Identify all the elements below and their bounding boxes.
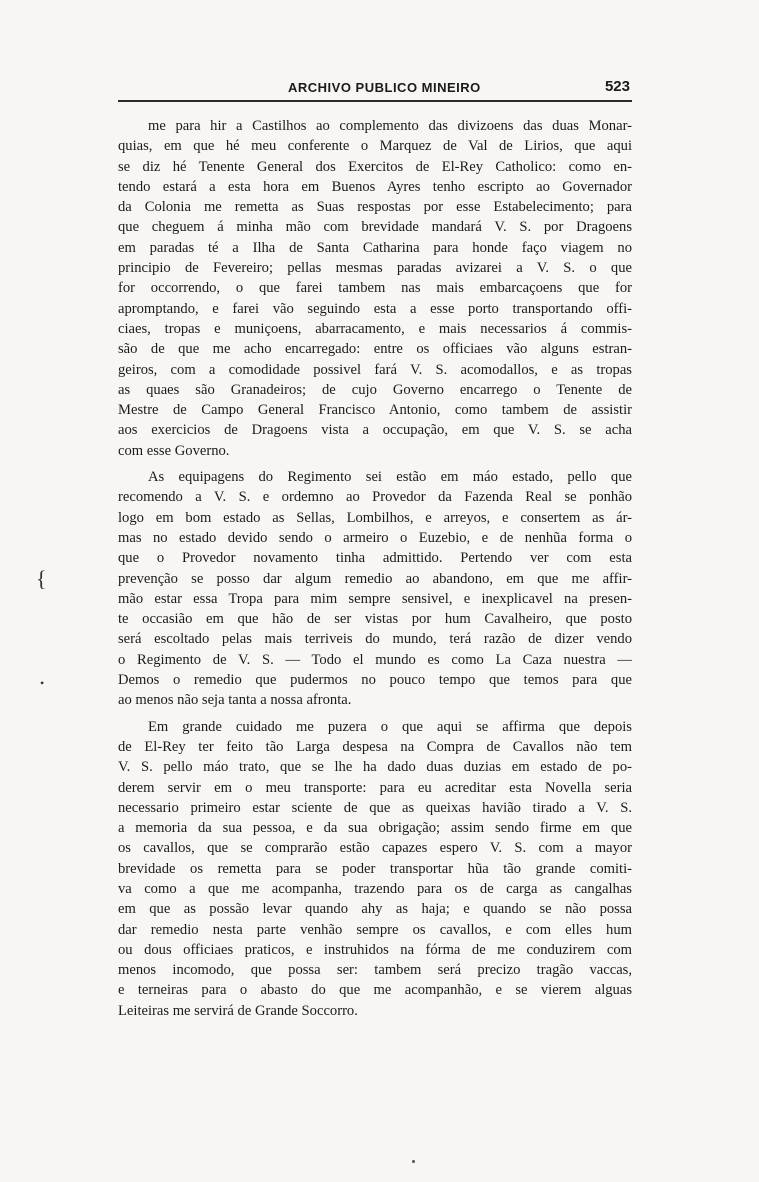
text-line: me para hir a Castilhos ao complemento das divizoens das duas Monar- bbox=[148, 118, 632, 134]
text-line: tendo estará a esta hora em Buenos Ayres tenho escripto ao Governador bbox=[118, 178, 632, 195]
page-speck bbox=[412, 1160, 415, 1163]
margin-mark: • bbox=[40, 676, 45, 690]
text-line: os cavallos, que se comprarão estão capazes espero V. S. com a mayor bbox=[118, 840, 632, 857]
body-text bbox=[118, 116, 632, 1021]
text-line: de El-Rey ter feito tão Larga despesa na Compra de Cavallos não tem bbox=[118, 738, 632, 755]
text-line: as quaes são Granadeiros; de cujo Governo encarrego o Tenente de bbox=[118, 381, 632, 398]
text-line: geiros, com a comodidade possivel fará V. S. acomodallos, e as tropas bbox=[118, 361, 632, 378]
paragraph bbox=[118, 116, 632, 461]
paragraph bbox=[118, 467, 632, 711]
text-line: da Colonia me remetta as Suas respostas por esse Estabelecimento; para bbox=[118, 199, 632, 216]
text-line: logo em bom estado as Sellas, Lombilhos, e arreyos, e consertem as ár- bbox=[118, 509, 632, 526]
text-line: são de que me acho encarregado: entre os officiaes vão alguns estran- bbox=[118, 341, 632, 358]
text-line: que cheguem á minha mão com brevidade mandará V. S. por Dragoens bbox=[118, 219, 632, 236]
text-line: ao menos não seja tanta a nossa afronta. bbox=[118, 692, 352, 709]
text-line: Demos o remedio que pudermos no pouco tempo que temos para que bbox=[118, 672, 632, 689]
text-line: dar remedio nesta parte venhão sempre os cavallos, e com elles hum bbox=[118, 921, 632, 938]
text-line: será escoltado pelas mais terriveis do mundo, terá razão de dizer vendo bbox=[118, 631, 632, 648]
text-line: principio de Fevereiro; pellas mesmas paradas avizarei a V. S. o que bbox=[118, 260, 632, 277]
text-line: com esse Governo. bbox=[118, 442, 230, 459]
header-rule bbox=[118, 100, 632, 102]
text-line: te occasião em que hão de ser vistas por hum Cavalheiro, que posto bbox=[118, 611, 632, 628]
text-line: ou dous officiaes praticos, e instruhidos na fórma de me conduzirem com bbox=[118, 941, 632, 958]
text-line: Em grande cuidado me puzera o que aqui se affirma que depois bbox=[148, 718, 632, 735]
paragraph bbox=[118, 717, 632, 1021]
text-line: brevidade os remetta para se poder transportar hũa tão grande comiti- bbox=[118, 860, 632, 877]
page-number: 523 bbox=[604, 78, 630, 95]
header-title: ARCHIVO PUBLICO MINEIRO bbox=[288, 80, 481, 95]
text-line: Mestre de Campo General Francisco Antonio, como tambem de assistir bbox=[118, 402, 632, 419]
text-line: apromptando, e farei vão seguindo esta a esse porto transportando offi- bbox=[118, 300, 632, 317]
text-line: derem servir em o meu transporte: para eu acreditar esta Novella seria bbox=[118, 779, 632, 796]
text-line: recomendo a V. S. e ordemno ao Provedor da Fazenda Real se ponhão bbox=[118, 489, 632, 506]
text-line: menos incomodo, que possa ser: tambem será precizo tragão vaccas, bbox=[118, 962, 632, 979]
text-line: o Regimento de V. S. — Todo el mundo es como La Caza nuestra — bbox=[118, 651, 632, 668]
text-line: aos exercicios de Dragoens vista a occupação, em que V. S. se acha bbox=[118, 422, 632, 439]
margin-mark: { bbox=[36, 566, 47, 591]
text-line: V. S. pello máo trato, que se lhe ha dado duas duzias em estado de po- bbox=[118, 759, 632, 776]
text-line: prevenção se posso dar algum remedio ao abandono, em que me affir- bbox=[118, 570, 632, 587]
text-line: em paradas té a Ilha de Santa Catharina para honde faço viagem no bbox=[118, 239, 632, 256]
text-line: Leiteiras me servirá de Grande Soccorro. bbox=[118, 1002, 358, 1019]
text-line: mão estar essa Tropa para mim sempre sensivel, e inexplicavel na presen- bbox=[118, 590, 632, 607]
text-line: se diz hé Tenente General dos Exercitos de El-Rey Catholico: como en- bbox=[118, 158, 632, 175]
text-line: necessario primeiro estar sciente de que as queixas havião tirado a V. S. bbox=[118, 799, 632, 816]
text-line: a memoria da sua pessoa, e da sua obrigação; assim sendo firme em que bbox=[118, 820, 632, 837]
text-line: mas no estado devido sendo o armeiro o Euzebio, e de nenhũa forma o bbox=[118, 529, 632, 546]
running-header bbox=[120, 78, 630, 102]
text-line: e terneiras para o abasto do que me acompanhão, e se vierem alguas bbox=[118, 982, 632, 999]
text-line: ciaes, tropas e muniçoens, abarracamento, e mais necessarios á commis- bbox=[118, 320, 632, 337]
text-line: que o Provedor novamento tinha admittido. Pertendo ver com esta bbox=[118, 550, 632, 567]
text-line: em que as possão levar quando ahy as haja; e quando se não possa bbox=[118, 901, 632, 918]
text-line: quias, em que hé meu conferente o Marquez de Val de Lirios, que aqui bbox=[118, 138, 632, 155]
text-line: for occorrendo, o que farei tambem nas mais embarcaçoens que for bbox=[118, 280, 632, 297]
text-line: As equipagens do Regimento sei estão em máo estado, pello que bbox=[148, 469, 632, 486]
text-line: va como a que me acompanha, trazendo para os de carga as cangalhas bbox=[118, 880, 632, 897]
